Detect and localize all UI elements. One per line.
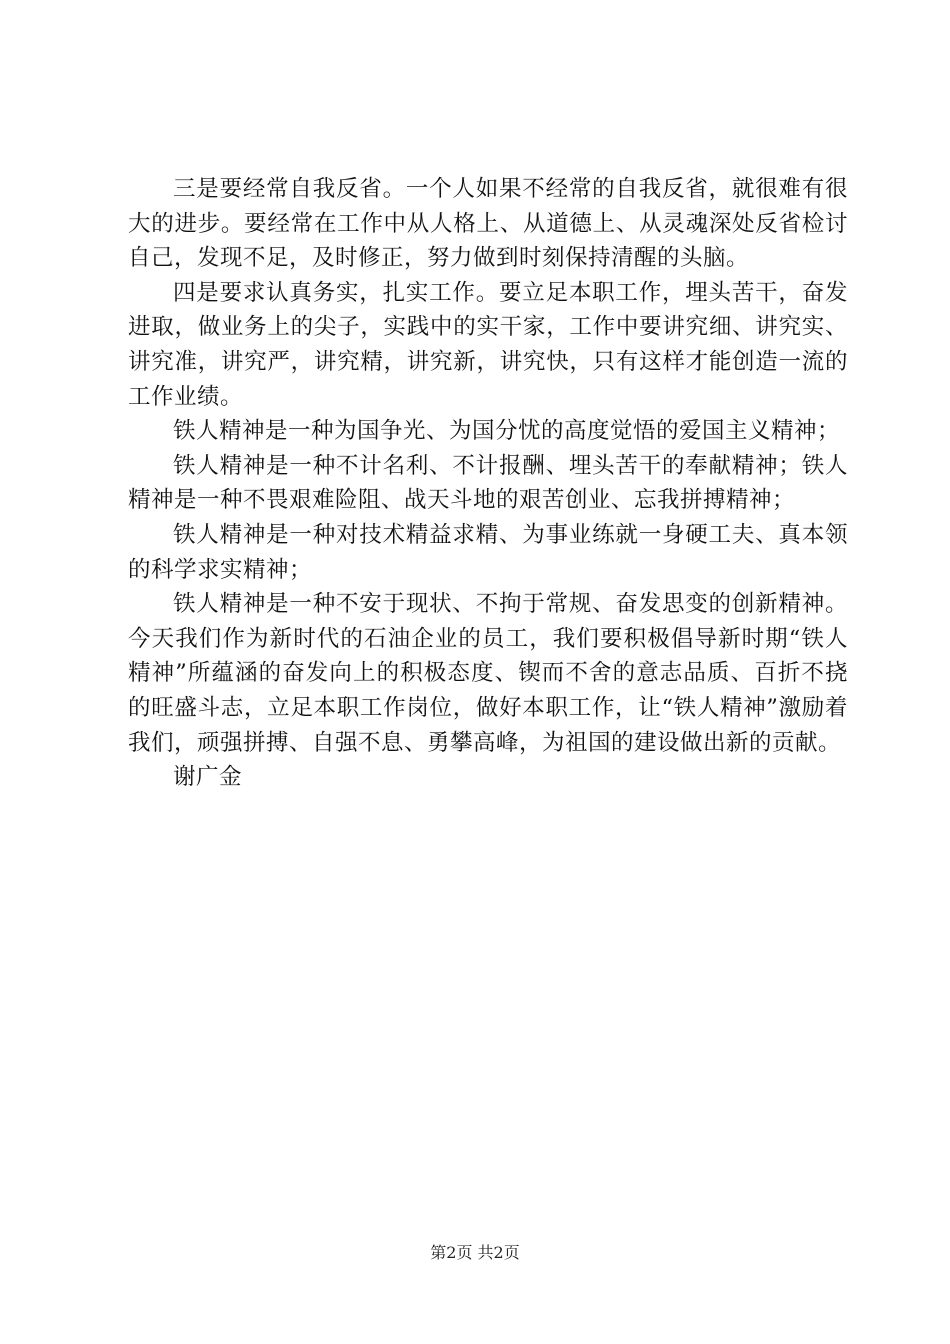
- paragraph-patriotism: 铁人精神是一种为国争光、为国分忧的高度觉悟的爱国主义精神；: [173, 418, 841, 445]
- page-number-footer: 第2页 共2页: [430, 1243, 520, 1262]
- document-body: [128, 172, 848, 795]
- paragraph-self-reflection: 三是要经常自我反省。一个人如果不经常的自我反省，就很难有很大的进步。要经常在工作中从人格上、从道德上、从灵魂深处反省检讨自己，发现不足，及时修正，努力做到时刻保持清醒的头脑。: [128, 176, 848, 272]
- paragraph-dedication: 铁人精神是一种不计名利、不计报酬、埋头苦干的奉献精神；铁人精神是一种不畏艰难险阻、战天斗地的艰苦创业、忘我拼搏精神；: [128, 452, 848, 514]
- author-name: 谢广金: [173, 764, 243, 791]
- paragraph-innovation: 铁人精神是一种不安于现状、不拘于常规、奋发思变的创新精神。今天我们作为新时代的石油企业的员工，我们要积极倡导新时期“铁人精神”所蕴涵的奋发向上的积极态度、锲而不舍的意志品质、百折不挠的旺盛斗志，立足本职工作岗位，做好本职工作，让“铁人精神”激励着我们，顽强拼搏、自强不息、勇攀高峰，为祖国的建设做出新的贡献。: [128, 591, 848, 756]
- paragraph-practical-work: 四是要求认真务实，扎实工作。要立足本职工作，埋头苦干，奋发进取，做业务上的尖子，实践中的实干家，工作中要讲究细、讲究实、讲究准，讲究严，讲究精，讲究新，讲究快，只有这样才能创造一流的工作业绩。: [128, 279, 848, 410]
- paragraph-scientific-spirit: 铁人精神是一种对技术精益求精、为事业练就一身硬工夫、真本领的科学求实精神；: [128, 521, 848, 583]
